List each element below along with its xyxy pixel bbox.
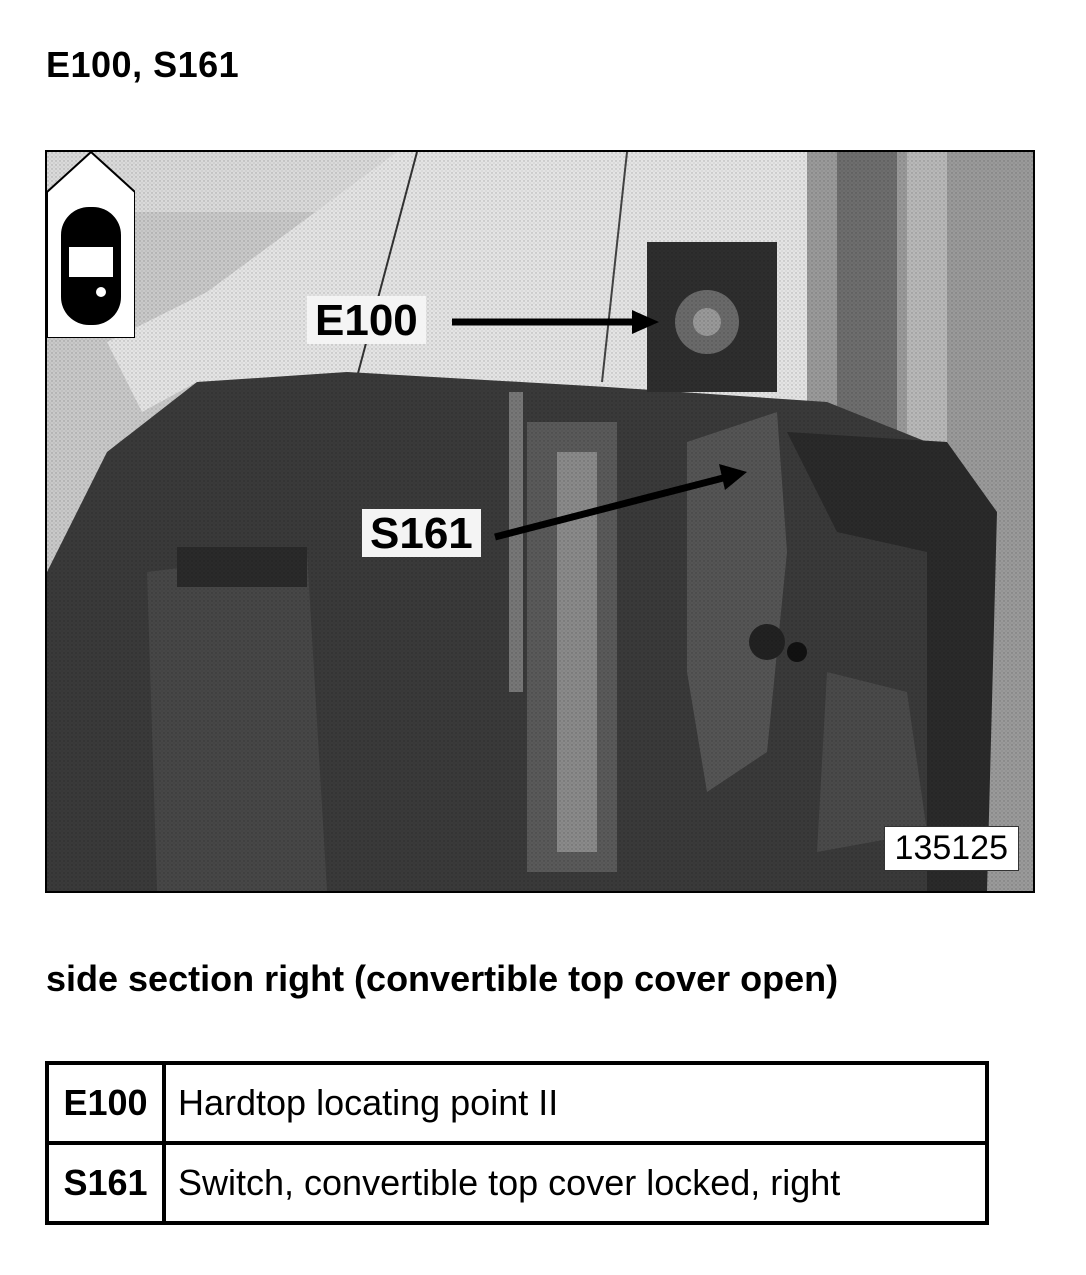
callout-s161: S161	[362, 509, 481, 557]
legend-row	[47, 1143, 987, 1223]
component-photo	[45, 150, 1035, 893]
photo-illustration	[47, 152, 1033, 891]
legend-description: Switch, convertible top cover locked, right	[164, 1143, 987, 1223]
legend-description: Hardtop locating point II	[164, 1063, 987, 1143]
legend-row	[47, 1063, 987, 1143]
figure-caption: side section right (convertible top cover open)	[46, 958, 839, 999]
legend-table	[45, 1061, 989, 1225]
page-title: E100, S161	[46, 44, 240, 85]
legend-code: E100	[47, 1063, 164, 1143]
legend-code: S161	[47, 1143, 164, 1223]
figure-number: 135125	[884, 826, 1019, 871]
convertible-top-view-icon	[47, 152, 135, 338]
callout-e100: E100	[307, 296, 426, 344]
